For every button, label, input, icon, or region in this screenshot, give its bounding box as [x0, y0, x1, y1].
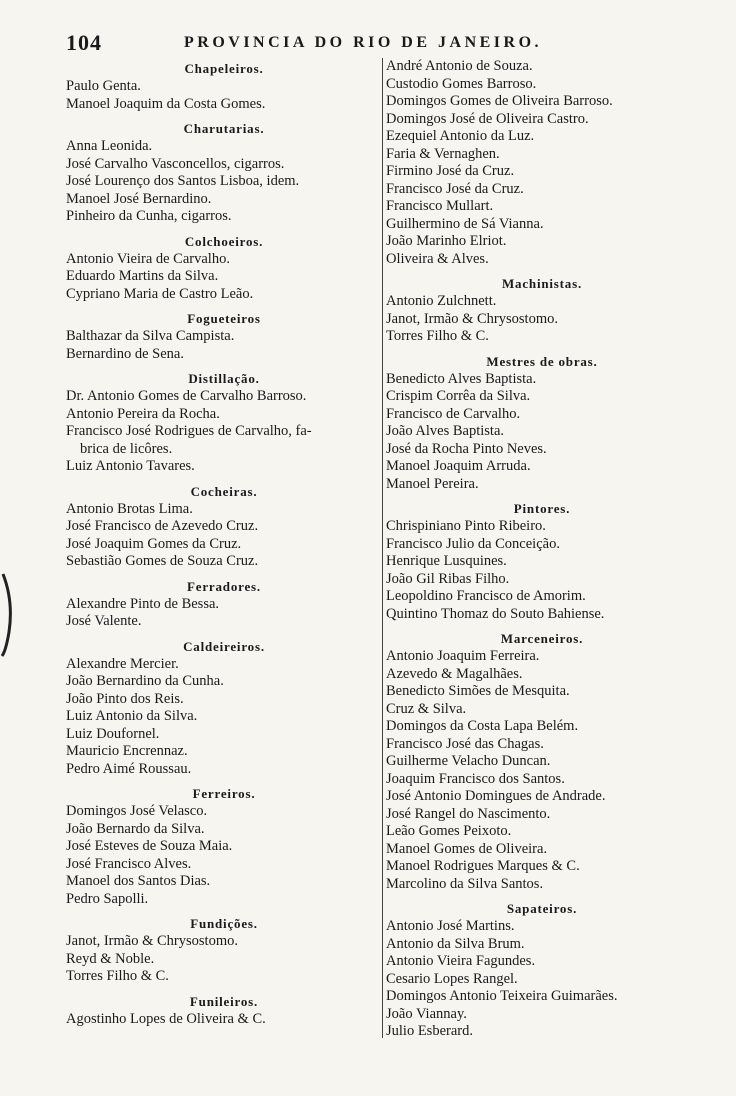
- section-heading: Caldeireiros.: [183, 638, 265, 654]
- directory-entry: Guilherme Velacho Duncan.: [386, 753, 551, 769]
- directory-entry: Manoel José Bernardino.: [66, 190, 212, 207]
- directory-entry: Custodio Gomes Barroso.: [386, 75, 537, 92]
- directory-entry: Agostinho Lopes de Oliveira & C.: [66, 1010, 266, 1027]
- directory-entry: Alexandre Mercier.: [66, 655, 179, 672]
- directory-entry: Luiz Antonio da Silva.: [66, 708, 198, 724]
- directory-entry: Balthazar da Silva Campista.: [66, 328, 235, 344]
- directory-entry: Francisco Julio da Conceição.: [386, 535, 560, 552]
- directory-section: [386, 353, 698, 499]
- directory-entry: Pedro Sapolli.: [66, 890, 149, 907]
- directory-entry: Quintino Thomaz do Souto Bahiense.: [386, 605, 605, 622]
- directory-entry: Bernardino de Sena.: [66, 345, 184, 362]
- directory-entry: André Antonio de Souza.: [386, 58, 533, 74]
- directory-entry: Domingos Gomes de Oliveira Barroso.: [386, 93, 613, 109]
- section-heading: Colchoeiros.: [184, 233, 264, 249]
- directory-section: [66, 120, 382, 231]
- directory-entry: Firmino José da Cruz.: [386, 163, 515, 179]
- directory-entry: João Gil Ribas Filho.: [386, 570, 510, 587]
- directory-entry: Cypriano Maria de Castro Leão.: [66, 285, 254, 302]
- directory-section: [66, 60, 382, 118]
- directory-entry: Julio Esberard.: [386, 1023, 473, 1039]
- directory-entry: Benedicto Alves Baptista.: [386, 370, 537, 387]
- directory-entry: José Rangel do Nascimento.: [386, 805, 551, 822]
- page-header: [62, 30, 592, 54]
- directory-section: [386, 58, 698, 273]
- directory-entry: João Viannay.: [386, 1005, 467, 1022]
- directory-entry: Joaquim Francisco dos Santos.: [386, 770, 565, 787]
- directory-entry: Janot, Irmão & Chrysostomo.: [66, 933, 238, 949]
- directory-section: [66, 578, 382, 636]
- directory-entry: Francisco de Carvalho.: [386, 405, 521, 422]
- directory-entry: Azevedo & Magalhães.: [386, 665, 523, 682]
- directory-entry: Manoel dos Santos Dias.: [66, 873, 211, 889]
- directory-entry: Crispim Corrêa da Silva.: [386, 388, 531, 404]
- section-heading: Charutarias.: [183, 121, 265, 136]
- directory-section: [386, 275, 698, 351]
- section-heading: Distillação.: [188, 371, 260, 386]
- directory-entry: Francisco José da Cruz.: [386, 180, 524, 197]
- section-heading: Fogueteiros: [187, 311, 261, 326]
- directory-entry: Janot, Irmão & Chrysostomo.: [386, 310, 558, 327]
- directory-entry: Manoel Joaquim da Costa Gomes.: [66, 95, 266, 112]
- directory-entry: Leão Gomes Peixoto.: [386, 823, 512, 839]
- directory-entry: Marcolino da Silva Santos.: [386, 875, 544, 892]
- section-heading: Ferradores.: [187, 578, 261, 594]
- directory-entry: Francisco José Rodrigues de Carvalho, fa-: [66, 423, 312, 439]
- directory-entry: Reyd & Noble.: [66, 950, 155, 967]
- left-column: [66, 58, 382, 1033]
- directory-entry: João Marinho Elriot.: [386, 233, 507, 249]
- directory-entry: João Bernardino da Cunha.: [66, 673, 224, 689]
- directory-entry: Luiz Doufornel.: [66, 725, 160, 742]
- binding-mark-icon: [0, 572, 14, 658]
- directory-entry: Faria & Vernaghen.: [386, 145, 500, 162]
- directory-section: [386, 900, 698, 1046]
- right-column: [386, 58, 698, 1046]
- section-heading: Funileiros.: [189, 993, 259, 1009]
- column-divider: [382, 58, 383, 1038]
- directory-entry: Mauricio Encrennaz.: [66, 743, 188, 759]
- section-heading: Chapeleiros.: [184, 61, 264, 76]
- directory-entry: José Francisco de Azevedo Cruz.: [66, 518, 259, 534]
- directory-entry: Ezequiel Antonio da Luz.: [386, 128, 535, 144]
- directory-entry: José Lourenço dos Santos Lisboa, idem.: [66, 173, 300, 189]
- page-number: 104: [66, 30, 102, 55]
- directory-entry: Domingos José Velasco.: [66, 803, 208, 819]
- directory-entry: Francisco Mullart.: [386, 198, 494, 214]
- directory-section: [66, 370, 382, 481]
- section-heading: Pintores.: [513, 501, 571, 516]
- directory-section: [66, 785, 382, 913]
- directory-entry: João Alves Baptista.: [386, 423, 505, 439]
- directory-entry: Manoel Rodrigues Marques & C.: [386, 858, 580, 874]
- directory-entry: Oliveira & Alves.: [386, 250, 489, 267]
- directory-section: [66, 638, 382, 784]
- directory-entry: Henrique Lusquines.: [386, 553, 507, 569]
- running-title: PROVINCIA DO RIO DE JANEIRO.: [184, 34, 543, 51]
- directory-entry: Antonio Joaquim Ferreira.: [386, 648, 540, 664]
- directory-entry: Cruz & Silva.: [386, 700, 467, 717]
- directory-entry: Luiz Antonio Tavares.: [66, 458, 195, 474]
- directory-entry: José Valente.: [66, 613, 142, 629]
- directory-entry: Pinheiro da Cunha, cigarros.: [66, 208, 232, 224]
- section-heading: Sapateiros.: [506, 901, 578, 916]
- directory-section: [66, 310, 382, 368]
- directory-entry: Domingos da Costa Lapa Belém.: [386, 718, 579, 734]
- directory-section: [66, 993, 382, 1034]
- directory-entry: José Joaquim Gomes da Cruz.: [66, 535, 242, 552]
- directory-entry: Guilhermino de Sá Vianna.: [386, 215, 544, 232]
- directory-entry: Chrispiniano Pinto Ribeiro.: [386, 518, 546, 534]
- directory-entry: João Bernardo da Silva.: [66, 820, 205, 837]
- directory-entry: Eduardo Martins da Silva.: [66, 268, 219, 284]
- directory-entry: Antonio da Silva Brum.: [386, 935, 525, 952]
- directory-entry: José Esteves de Souza Maia.: [66, 838, 233, 854]
- directory-entry: José Antonio Domingues de Andrade.: [386, 788, 606, 804]
- directory-entry: Antonio Vieira Fagundes.: [386, 953, 536, 969]
- directory-entry: brica de licôres.: [80, 440, 173, 457]
- directory-entry: Sebastião Gomes de Souza Cruz.: [66, 553, 259, 569]
- directory-entry: Manoel Pereira.: [386, 475, 479, 492]
- section-heading: Cocheiras.: [190, 483, 258, 499]
- directory-entry: Paulo Genta.: [66, 78, 141, 94]
- directory-entry: Francisco José das Chagas.: [386, 735, 544, 752]
- section-heading: Fundições.: [190, 916, 258, 931]
- directory-entry: Antonio Zulchnett.: [386, 293, 497, 309]
- directory-entry: Antonio José Martins.: [386, 918, 515, 934]
- section-heading: Machinistas.: [501, 276, 583, 291]
- directory-entry: José Francisco Alves.: [66, 855, 192, 872]
- directory-entry: Cesario Lopes Rangel.: [386, 970, 518, 987]
- directory-entry: Antonio Brotas Lima.: [66, 500, 193, 517]
- directory-entry: Benedicto Simões de Mesquita.: [386, 683, 570, 699]
- directory-entry: Torres Filho & C.: [66, 968, 169, 984]
- directory-entry: José da Rocha Pinto Neves.: [386, 440, 547, 457]
- section-heading: Mestres de obras.: [486, 353, 598, 369]
- directory-section: [66, 233, 382, 309]
- directory-entry: Leopoldino Francisco de Amorim.: [386, 588, 586, 604]
- directory-section: [386, 500, 698, 628]
- section-heading: Ferreiros.: [192, 786, 256, 801]
- directory-entry: Domingos Antonio Teixeira Guimarães.: [386, 988, 618, 1004]
- directory-section: [386, 630, 698, 898]
- directory-entry: José Carvalho Vasconcellos, cigarros.: [66, 155, 285, 172]
- directory-entry: Manoel Joaquim Arruda.: [386, 458, 531, 474]
- directory-entry: Antonio Vieira de Carvalho.: [66, 250, 230, 267]
- directory-section: [66, 915, 382, 991]
- directory-section: [66, 483, 382, 576]
- directory-entry: Dr. Antonio Gomes de Carvalho Barroso.: [66, 388, 307, 404]
- section-heading: Marceneiros.: [500, 631, 584, 646]
- directory-entry: João Pinto dos Reis.: [66, 690, 184, 707]
- directory-entry: Anna Leonida.: [66, 138, 153, 154]
- directory-entry: Antonio Pereira da Rocha.: [66, 405, 220, 422]
- directory-entry: Domingos José de Oliveira Castro.: [386, 110, 589, 127]
- directory-entry: Torres Filho & C.: [386, 328, 489, 344]
- directory-entry: Pedro Aimé Roussau.: [66, 760, 192, 777]
- directory-entry: Alexandre Pinto de Bessa.: [66, 595, 220, 612]
- directory-entry: Manoel Gomes de Oliveira.: [386, 840, 548, 857]
